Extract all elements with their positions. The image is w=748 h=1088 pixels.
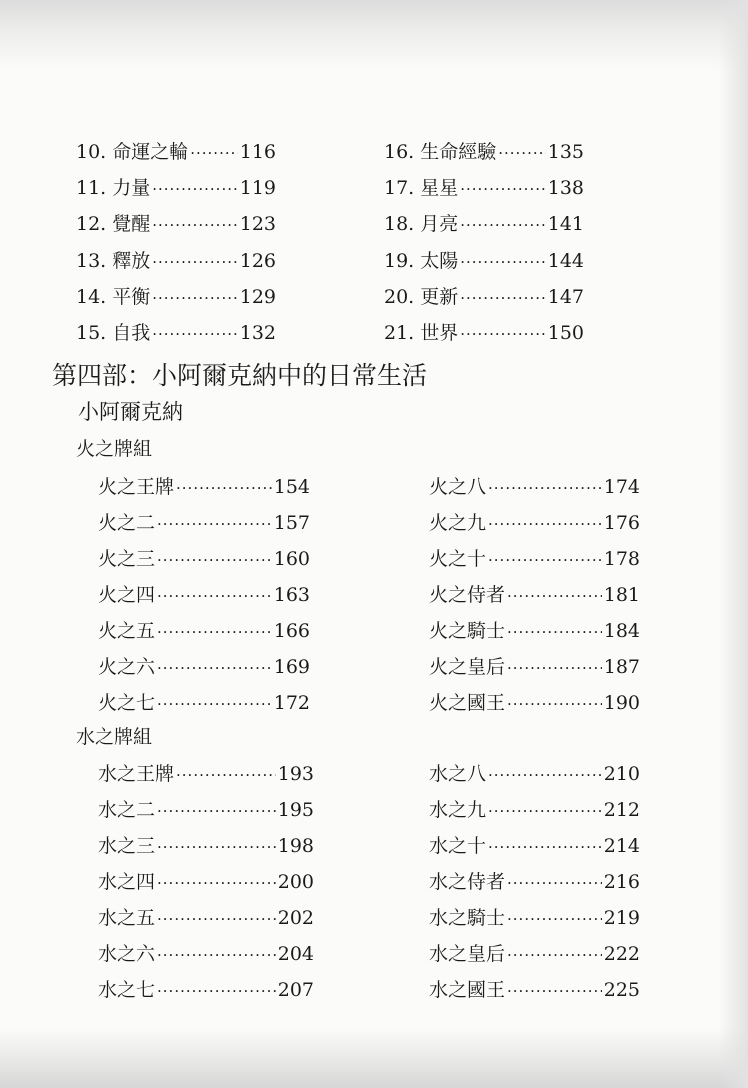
fire-entry xyxy=(429,619,640,644)
major-entry xyxy=(76,249,276,274)
fire-entry xyxy=(98,691,310,716)
dot-leader xyxy=(488,512,602,536)
dot-leader xyxy=(152,213,238,237)
dot-leader xyxy=(157,584,272,608)
entry-page-number: 212 xyxy=(603,799,640,821)
entry-title: 火之五 xyxy=(98,620,156,642)
entry-title: 火之二 xyxy=(98,512,156,534)
entry-title: 命運之輪 xyxy=(112,141,189,163)
entry-page-number: 116 xyxy=(239,141,276,163)
major-entry xyxy=(384,249,584,274)
fire-entry xyxy=(98,511,310,536)
water-entry xyxy=(98,870,314,895)
entry-page-number: 138 xyxy=(547,177,584,200)
dot-leader xyxy=(157,656,272,680)
dot-leader xyxy=(498,141,546,165)
entry-title: 火之四 xyxy=(98,584,156,606)
entry-page-number: 178 xyxy=(603,548,640,570)
entry-page-number: 147 xyxy=(547,285,584,308)
entry-title: 世界 xyxy=(420,322,459,344)
page-bottom-shadow xyxy=(0,1028,748,1088)
entry-page-number: 187 xyxy=(603,656,640,678)
dot-leader xyxy=(460,286,546,310)
entry-title: 水之十 xyxy=(429,835,487,857)
entry-title: 水之八 xyxy=(429,763,487,785)
entry-title: 水之五 xyxy=(98,907,156,929)
entry-number: 17. xyxy=(384,177,415,200)
entry-page-number: 193 xyxy=(277,763,314,785)
entry-number: 20. xyxy=(384,285,415,308)
entry-page-number: 195 xyxy=(277,799,314,821)
entry-title: 水之皇后 xyxy=(429,943,506,965)
entry-title: 水之騎士 xyxy=(429,907,506,929)
dot-leader xyxy=(157,548,272,572)
entry-page-number: 184 xyxy=(603,620,640,642)
water-entry xyxy=(429,978,640,1003)
dot-leader xyxy=(152,250,238,274)
entry-number: 21. xyxy=(384,322,415,344)
entry-title: 生命經驗 xyxy=(420,141,497,163)
entry-title: 火之三 xyxy=(98,548,156,570)
major-entry xyxy=(76,321,276,346)
entry-page-number: 219 xyxy=(603,907,640,929)
fire-entry xyxy=(98,583,310,608)
entry-title: 月亮 xyxy=(420,213,459,236)
water-entry xyxy=(98,834,314,859)
entry-title: 火之六 xyxy=(98,656,156,678)
fire-entry xyxy=(98,475,310,500)
entry-title: 火之七 xyxy=(98,692,156,714)
major-entry xyxy=(384,140,584,165)
dot-leader xyxy=(488,799,602,823)
entry-page-number: 160 xyxy=(273,548,310,570)
fire-entry xyxy=(429,547,640,572)
dot-leader xyxy=(488,476,602,500)
entry-page-number: 166 xyxy=(273,620,310,642)
major-entry xyxy=(76,212,276,237)
entry-title: 水之六 xyxy=(98,943,156,965)
fire-entry xyxy=(429,691,640,716)
major-entry xyxy=(384,176,584,201)
entry-title: 火之八 xyxy=(429,476,487,498)
entry-number: 12. xyxy=(76,213,107,236)
entry-title: 水之九 xyxy=(429,799,487,821)
dot-leader xyxy=(507,584,602,608)
entry-title: 火之十 xyxy=(429,548,487,570)
water-entry xyxy=(429,762,640,787)
fire-entry xyxy=(429,511,640,536)
water-entry xyxy=(429,834,640,859)
entry-page-number: 204 xyxy=(277,943,314,965)
fire-entry xyxy=(98,547,310,572)
fire-entry xyxy=(98,619,310,644)
entry-page-number: 144 xyxy=(547,249,584,272)
entry-page-number: 172 xyxy=(273,692,310,714)
dot-leader xyxy=(460,213,546,237)
dot-leader xyxy=(176,476,272,500)
entry-title: 火之騎士 xyxy=(429,620,506,642)
fire-entry xyxy=(429,655,640,680)
entry-page-number: 198 xyxy=(277,835,314,857)
dot-leader xyxy=(157,907,276,931)
entry-title: 水之七 xyxy=(98,979,156,1001)
dot-leader xyxy=(507,979,602,1003)
entry-number: 16. xyxy=(384,141,415,163)
entry-title: 水之四 xyxy=(98,871,156,893)
dot-leader xyxy=(460,177,546,201)
entry-page-number: 176 xyxy=(603,512,640,534)
dot-leader xyxy=(507,692,602,716)
page-right-shadow xyxy=(718,0,748,1088)
water-entry xyxy=(429,870,640,895)
major-entry xyxy=(384,212,584,237)
major-entry xyxy=(384,321,584,346)
entry-title: 太陽 xyxy=(420,249,459,272)
dot-leader xyxy=(507,943,602,967)
major-entry xyxy=(76,176,276,201)
sub-heading: 小阿爾克納 xyxy=(78,400,183,424)
entry-number: 10. xyxy=(76,141,107,163)
dot-leader xyxy=(190,141,238,165)
entry-title: 火之侍者 xyxy=(429,584,506,606)
water-entry xyxy=(98,942,314,967)
water-entry xyxy=(429,798,640,823)
water-entry xyxy=(98,978,314,1003)
fire-entry xyxy=(429,475,640,500)
dot-leader xyxy=(157,512,272,536)
entry-page-number: 207 xyxy=(277,979,314,1001)
entry-page-number: 123 xyxy=(239,213,276,236)
entry-number: 14. xyxy=(76,285,107,308)
entry-title: 平衡 xyxy=(112,285,151,308)
entry-number: 18. xyxy=(384,213,415,236)
entry-page-number: 141 xyxy=(547,213,584,236)
entry-page-number: 222 xyxy=(603,943,640,965)
entry-number: 11. xyxy=(76,177,107,200)
entry-title: 火之皇后 xyxy=(429,656,506,678)
entry-title: 火之王牌 xyxy=(98,476,175,498)
entry-page-number: 200 xyxy=(277,871,314,893)
entry-title: 釋放 xyxy=(112,249,151,272)
entry-title: 火之國王 xyxy=(429,692,506,714)
dot-leader xyxy=(507,907,602,931)
dot-leader xyxy=(460,322,546,346)
entry-title: 自我 xyxy=(112,322,151,344)
entry-title: 更新 xyxy=(420,285,459,308)
entry-title: 水之二 xyxy=(98,799,156,821)
entry-page-number: 157 xyxy=(273,512,310,534)
dot-leader xyxy=(152,286,238,310)
entry-page-number: 150 xyxy=(547,322,584,344)
water-entry xyxy=(98,906,314,931)
water-entry xyxy=(98,762,314,787)
water-entry xyxy=(429,942,640,967)
dot-leader xyxy=(507,871,602,895)
entry-page-number: 216 xyxy=(603,871,640,893)
dot-leader xyxy=(507,656,602,680)
major-entry xyxy=(384,285,584,310)
dot-leader xyxy=(507,620,602,644)
dot-leader xyxy=(157,692,272,716)
entry-title: 星星 xyxy=(420,177,459,200)
dot-leader xyxy=(488,548,602,572)
entry-number: 19. xyxy=(384,249,415,272)
entry-page-number: 154 xyxy=(273,476,310,498)
dot-leader xyxy=(176,763,276,787)
fire-entry xyxy=(98,655,310,680)
entry-page-number: 214 xyxy=(603,835,640,857)
entry-page-number: 126 xyxy=(239,249,276,272)
water-entry xyxy=(98,798,314,823)
water-entry xyxy=(429,906,640,931)
fire-suit-heading: 火之牌組 xyxy=(76,438,153,460)
entry-title: 覺醒 xyxy=(112,213,151,236)
dot-leader xyxy=(488,763,602,787)
dot-leader xyxy=(157,799,276,823)
entry-page-number: 210 xyxy=(603,763,640,785)
water-suit-heading: 水之牌組 xyxy=(76,726,153,748)
entry-page-number: 132 xyxy=(239,322,276,344)
dot-leader xyxy=(157,835,276,859)
entry-title: 火之九 xyxy=(429,512,487,534)
entry-page-number: 174 xyxy=(603,476,640,498)
entry-number: 13. xyxy=(76,249,107,272)
entry-page-number: 181 xyxy=(603,584,640,606)
dot-leader xyxy=(157,943,276,967)
entry-title: 水之三 xyxy=(98,835,156,857)
entry-title: 水之國王 xyxy=(429,979,506,1001)
dot-leader xyxy=(157,871,276,895)
dot-leader xyxy=(488,835,602,859)
dot-leader xyxy=(152,177,238,201)
entry-page-number: 129 xyxy=(239,285,276,308)
major-entry xyxy=(76,140,276,165)
entry-page-number: 163 xyxy=(273,584,310,606)
entry-title: 水之王牌 xyxy=(98,763,175,785)
entry-page-number: 225 xyxy=(603,979,640,1001)
dot-leader xyxy=(152,322,238,346)
page-top-shadow xyxy=(0,0,748,70)
entry-page-number: 135 xyxy=(547,141,584,163)
dot-leader xyxy=(157,979,276,1003)
entry-title: 水之侍者 xyxy=(429,871,506,893)
part-heading: 第四部：小阿爾克納中的日常生活 xyxy=(52,361,428,390)
entry-page-number: 190 xyxy=(603,692,640,714)
dot-leader xyxy=(460,250,546,274)
entry-page-number: 119 xyxy=(239,177,276,200)
dot-leader xyxy=(157,620,272,644)
fire-entry xyxy=(429,583,640,608)
major-entry xyxy=(76,285,276,310)
entry-page-number: 169 xyxy=(273,656,310,678)
entry-page-number: 202 xyxy=(277,907,314,929)
entry-title: 力量 xyxy=(112,177,151,200)
entry-number: 15. xyxy=(76,322,107,344)
